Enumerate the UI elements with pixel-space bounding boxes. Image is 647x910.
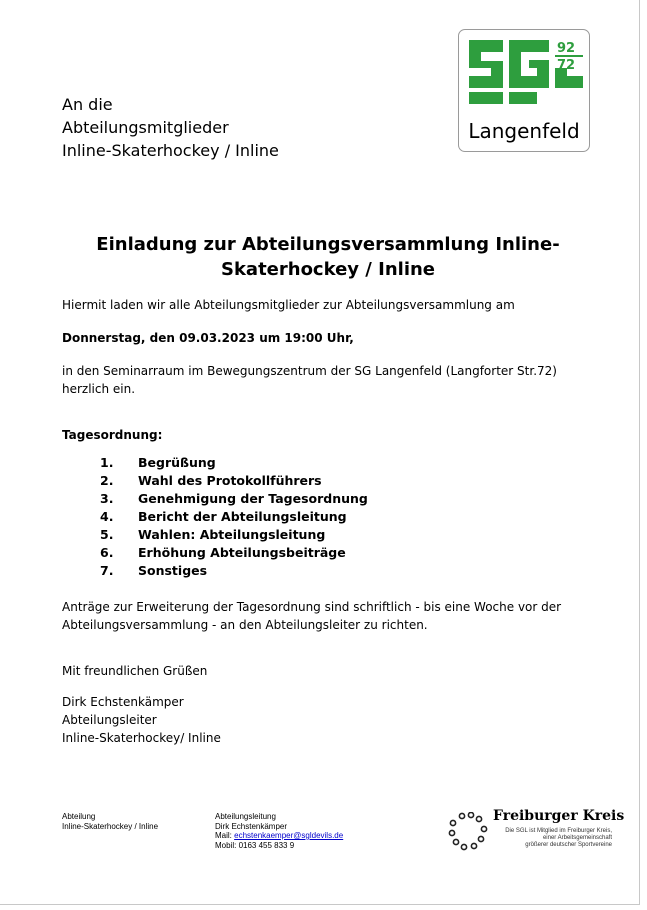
recipient-line-3: Inline-Skaterhockey / Inline [62, 141, 279, 160]
footer-dept-label: Abteilung [62, 812, 96, 821]
title-line-1: Einladung zur Abteilungsversammlung Inline- [96, 234, 560, 255]
recipient-line-1: An die [62, 95, 113, 114]
agenda-item [100, 472, 368, 490]
agenda-text: Begrüßung [138, 455, 216, 470]
agenda-number: 4. [100, 509, 114, 524]
agenda-item [100, 526, 368, 544]
greeting: Mit freundlichen Grüßen [62, 664, 208, 678]
page-title [70, 232, 586, 282]
fk-sub-line-1: Die SGL ist Mitglied im Freiburger Kreis, [505, 828, 612, 834]
agenda-heading: Tagesordnung: [62, 428, 163, 442]
logo-city: Langenfeld [468, 119, 580, 143]
sgl-logo [458, 29, 590, 152]
title-line-2: Skaterhockey / Inline [220, 259, 436, 280]
freiburger-kreis-subtitle [486, 828, 612, 849]
requests-line-1: Anträge zur Erweiterung der Tagesordnung sind schriftlich - bis eine Woche vor der [62, 600, 562, 614]
agenda-item [100, 508, 368, 526]
agenda-text: Wahl des Protokollführers [138, 473, 322, 488]
footer-leadership-label: Abteilungsleitung [215, 812, 276, 821]
requests-line-2: Abteilungsversammlung - an den Abteilungsleiter zu richten. [62, 618, 428, 632]
agenda-item [100, 562, 368, 580]
fk-sub-line-3: größerer deutscher Sportvereine [525, 842, 612, 848]
agenda-text: Genehmigung der Tagesordnung [138, 491, 368, 506]
agenda-text: Wahlen: Abteilungsleitung [138, 527, 326, 542]
location-line-2: herzlich ein. [62, 382, 136, 396]
mail-label: Mail: [215, 831, 235, 840]
footer-leader-name: Dirk Echstenkämper [215, 821, 288, 831]
email-link[interactable]: echstenkaemper@sgldevils.de [234, 831, 344, 840]
logo-year-bottom: 72 [557, 58, 576, 73]
agenda-number: 7. [100, 563, 114, 578]
location-line-1: in den Seminarraum im Bewegungszentrum der SG Langenfeld (Langforter Str.72) [62, 364, 557, 378]
signer-dept: Inline-Skaterhockey/ Inline [62, 731, 221, 745]
recipient-line-2: Abteilungsmitglieder [62, 118, 229, 137]
recipient-address [62, 93, 279, 162]
agenda-item [100, 544, 368, 562]
freiburger-kreis-title: Freiburger Kreis [493, 808, 625, 824]
agenda-number: 3. [100, 491, 114, 506]
agenda-text: Bericht der Abteilungsleitung [138, 509, 347, 524]
footer-department [62, 812, 158, 831]
agenda-number: 5. [100, 527, 114, 542]
fk-sub-line-2: einer Arbeitsgemeinschaft [542, 835, 612, 841]
agenda-number: 2. [100, 473, 114, 488]
intro-text: Hiermit laden wir alle Abteilungsmitglieder zur Abteilungsversammlung am [62, 298, 515, 312]
logo-year-top: 92 [557, 41, 576, 56]
signer-role: Abteilungsleiter [62, 713, 157, 727]
signer-name: Dirk Echstenkämper [62, 695, 184, 709]
meeting-date: Donnerstag, den 09.03.2023 um 19:00 Uhr, [62, 331, 354, 345]
footer-contact [215, 812, 343, 850]
footer-mail-line [215, 831, 343, 841]
agenda-list [100, 454, 368, 580]
footer-phone: Mobil: 0163 455 833 9 [215, 840, 295, 850]
agenda-item [100, 454, 368, 472]
agenda-number: 6. [100, 545, 114, 560]
footer-dept-name: Inline-Skaterhockey / Inline [62, 821, 159, 831]
agenda-text: Erhöhung Abteilungsbeiträge [138, 545, 346, 560]
agenda-item [100, 490, 368, 508]
agenda-text: Sonstiges [138, 563, 208, 578]
agenda-number: 1. [100, 455, 114, 470]
